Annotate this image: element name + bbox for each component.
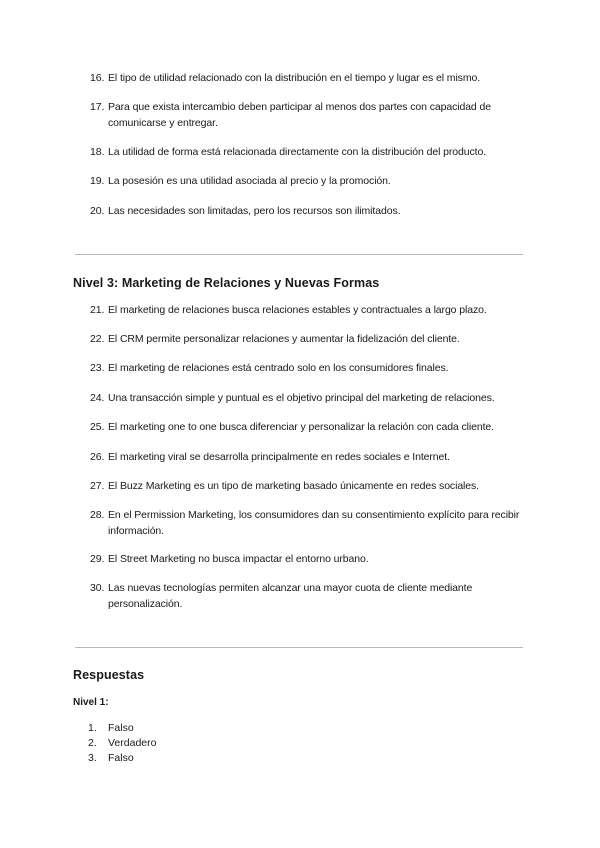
question-item-18	[90, 144, 530, 160]
question-number: 25.	[90, 421, 105, 433]
question-item-19	[90, 173, 530, 189]
question-text: La utilidad de forma está relacionada directamente con la distribución del producto.	[108, 146, 486, 158]
question-item-28	[90, 507, 530, 539]
question-item-27	[90, 478, 530, 494]
question-text: Las nuevas tecnologías permiten alcanzar una mayor cuota de cliente mediante personalización.	[108, 582, 473, 610]
question-item-30	[90, 580, 530, 612]
section-heading: Nivel 3: Marketing de Relaciones y Nuevas Formas	[73, 276, 380, 290]
question-number: 16.	[90, 72, 105, 84]
question-item-26	[90, 449, 530, 465]
question-text: Para que exista intercambio deben participar al menos dos partes con capacidad de comunicarse y entregar.	[108, 101, 491, 129]
question-text: El tipo de utilidad relacionado con la distribución en el tiempo y lugar es el mismo.	[108, 72, 481, 84]
answer-item	[88, 721, 134, 736]
question-text: Las necesidades son limitadas, pero los recursos son ilimitados.	[108, 205, 401, 217]
answer-number: 3.	[88, 752, 97, 764]
question-number: 18.	[90, 146, 105, 158]
question-number: 27.	[90, 480, 105, 492]
question-item-22	[90, 331, 530, 347]
answer-text: Falso	[108, 722, 134, 734]
question-item-23	[90, 360, 530, 376]
question-number: 20.	[90, 205, 105, 217]
question-text: El Buzz Marketing es un tipo de marketing basado únicamente en redes sociales.	[108, 480, 479, 492]
answer-number: 1.	[88, 722, 97, 734]
question-item-24	[90, 390, 530, 406]
question-item-21	[90, 302, 530, 318]
question-text: En el Permission Marketing, los consumidores dan su consentimiento explícito para recibir información.	[108, 509, 520, 537]
question-text: El CRM permite personalizar relaciones y aumentar la fidelización del cliente.	[108, 333, 460, 345]
question-item-17	[90, 99, 530, 131]
question-item-29	[90, 551, 530, 567]
answer-item	[88, 736, 156, 751]
question-text: Una transacción simple y puntual es el objetivo principal del marketing de relaciones.	[108, 392, 495, 404]
question-text: El marketing one to one busca diferenciar y personalizar la relación con cada cliente.	[108, 421, 494, 433]
question-number: 24.	[90, 392, 105, 404]
question-text: El marketing viral se desarrolla principalmente en redes sociales e Internet.	[108, 451, 450, 463]
question-text: El marketing de relaciones está centrado solo en los consumidores finales.	[108, 362, 449, 374]
question-item-16	[90, 70, 530, 86]
question-number: 30.	[90, 582, 105, 594]
section-divider	[75, 647, 523, 648]
question-number: 17.	[90, 101, 105, 113]
question-number: 26.	[90, 451, 105, 463]
question-item-20	[90, 203, 530, 219]
question-text: El Street Marketing no busca impactar el entorno urbano.	[108, 553, 369, 565]
question-number: 22.	[90, 333, 105, 345]
section-divider	[75, 254, 523, 255]
question-number: 21.	[90, 304, 105, 316]
answer-text: Verdadero	[108, 737, 157, 749]
question-item-25	[90, 419, 530, 435]
question-number: 19.	[90, 175, 105, 187]
answers-level-label: Nivel 1:	[73, 697, 109, 708]
answer-item	[88, 751, 134, 766]
question-text: El marketing de relaciones busca relaciones estables y contractuales a largo plazo.	[108, 304, 487, 316]
question-text: La posesión es una utilidad asociada al precio y la promoción.	[108, 175, 391, 187]
question-number: 29.	[90, 553, 105, 565]
answer-text: Falso	[108, 752, 134, 764]
question-number: 28.	[90, 509, 105, 521]
answer-number: 2.	[88, 737, 97, 749]
answers-heading: Respuestas	[73, 668, 145, 682]
question-number: 23.	[90, 362, 105, 374]
